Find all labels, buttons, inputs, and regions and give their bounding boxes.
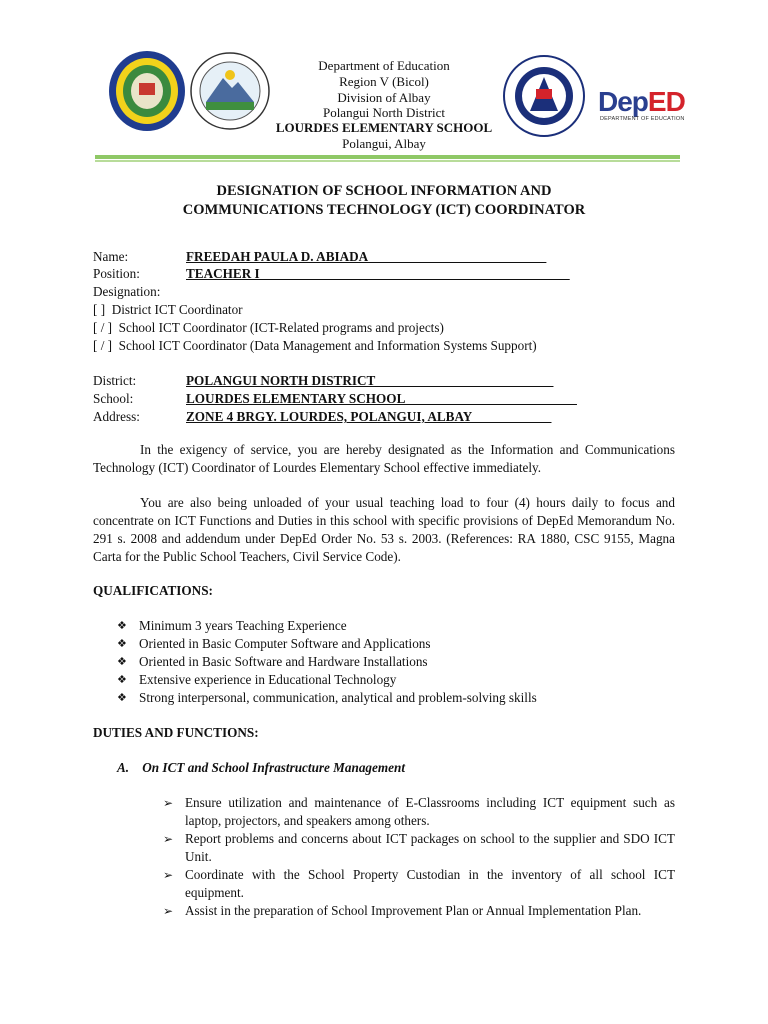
header-divider-shadow [95, 160, 680, 162]
header-line-district: Polangui North District [322, 105, 446, 120]
district-value: POLANGUI NORTH DISTRICT___________________________ [186, 373, 554, 388]
school-value: LOURDES ELEMENTARY SCHOOL__________________________ [186, 391, 577, 406]
qualifications-heading: QUALIFICATIONS: [93, 583, 213, 598]
list-item: ❖ Oriented in Basic Computer Software and Applications [117, 635, 537, 653]
header-location: Polangui, Albay [342, 136, 426, 151]
deped-logo-dep: Dep [598, 86, 648, 117]
list-item: ❖ Minimum 3 years Teaching Experience [117, 617, 537, 635]
deped-logo-ed: ED [647, 86, 685, 117]
address-label: Address: [93, 409, 140, 424]
designation-option [93, 301, 243, 319]
designation-option-text: School ICT Coordinator (ICT-Related programs and projects) [118, 320, 444, 335]
header-divider [95, 155, 680, 159]
list-item: ➢ Ensure utilization and maintenance of E-Classrooms including ICT equipment such as laptop, projectors, and speakers among others. [163, 794, 675, 830]
list-item: ➢ Coordinate with the School Property Custodian in the inventory of all school ICT equipment. [163, 866, 675, 902]
header-line-department: Department of Education [318, 58, 450, 73]
designation-option-text: School ICT Coordinator (Data Management and Information Systems Support) [118, 338, 537, 353]
list-item: ➢ Report problems and concerns about ICT packages on school to the supplier and SDO ICT Unit. [163, 830, 675, 866]
paragraph-designation: In the exigency of service, you are hereby designated as the Information and Communications Technology (ICT) Coordinator of Lourdes Elementary School effective immediately. [93, 442, 675, 475]
designation-label: Designation: [93, 284, 161, 299]
duties-list [163, 794, 675, 920]
position-label: Position: [93, 266, 140, 281]
document-title-line-2: COMMUNICATIONS TECHNOLOGY (ICT) COORDINATOR [182, 202, 586, 218]
designation-checkbox: [ / ] [93, 338, 113, 353]
list-item: ➢ Assist in the preparation of School Improvement Plan or Annual Implementation Plan. [163, 902, 675, 920]
deped-logo-subtitle: DEPARTMENT OF EDUCATION [600, 116, 685, 122]
name-value: FREEDAH PAULA D. ABIADA___________________________ [186, 249, 547, 264]
list-item: ❖ Extensive experience in Educational Technology [117, 671, 537, 689]
header-line-region: Region V (Bicol) [339, 74, 429, 89]
designation-checkbox: [ ] [93, 302, 106, 317]
school-label: School: [93, 391, 134, 406]
district-row [93, 372, 553, 390]
designation-option [93, 319, 444, 337]
school-row [93, 390, 577, 408]
paragraph-unloading: You are also being unloaded of your usual teaching load to four (4) hours daily to focus and concentrate on ICT Functions and Duties in this school with specific provisions of DepEd Memorandum No. 291 s. 2008 and addendum under DepEd Order No. 53 s. 2003. (References: RA 1880, CSC 9155, Magna Carta for the Public School Teachers, Civil Service Code). [93, 495, 675, 564]
duties-subheading: A. On ICT and School Infrastructure Management [117, 760, 405, 775]
position-row [93, 265, 570, 283]
district-label: District: [93, 373, 137, 388]
address-row [93, 408, 551, 426]
position-value: TEACHER I_______________________________________________ [186, 266, 570, 281]
designation-option-text: District ICT Coordinator [111, 302, 243, 317]
header-school-name: LOURDES ELEMENTARY SCHOOL [275, 120, 493, 135]
name-label: Name: [93, 249, 129, 264]
designation-checkbox: [ / ] [93, 320, 113, 335]
name-row [93, 248, 546, 266]
designation-option [93, 337, 537, 355]
list-item: ❖ Strong interpersonal, communication, analytical and problem-solving skills [117, 689, 537, 707]
list-item: ❖ Oriented in Basic Software and Hardware Installations [117, 653, 537, 671]
document-title-line-1: DESIGNATION OF SCHOOL INFORMATION AND [216, 183, 552, 199]
duties-heading: DUTIES AND FUNCTIONS: [93, 725, 259, 740]
header-line-division: Division of Albay [337, 90, 431, 105]
address-value: ZONE 4 BRGY. LOURDES, POLANGUI, ALBAY____________ [186, 409, 552, 424]
qualifications-list [117, 617, 537, 707]
